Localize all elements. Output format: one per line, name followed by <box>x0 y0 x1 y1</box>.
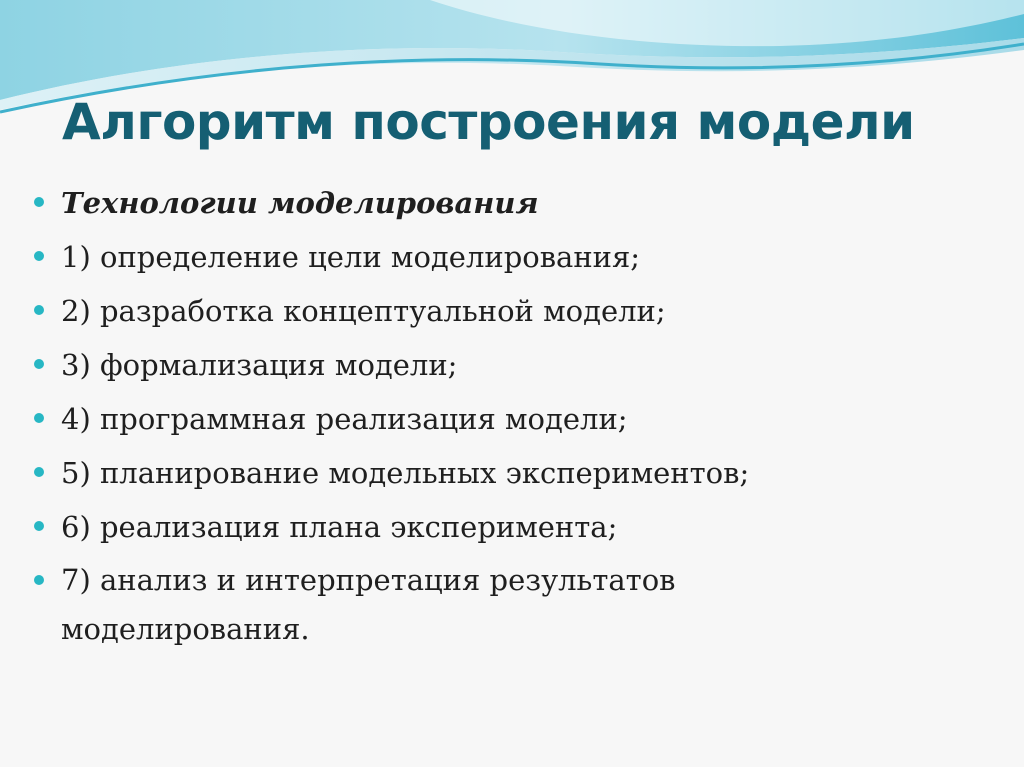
list-item-text: 7) анализ и интерпретация результатов моделирования. <box>61 563 676 646</box>
bullet-icon <box>34 521 44 531</box>
bullet-list <box>34 178 994 654</box>
list-item-text: 1) определение цели моделирования; <box>61 240 641 274</box>
bullet-icon <box>34 575 44 585</box>
slide-title: Алгоритм построения модели <box>62 93 915 151</box>
list-item-text: 5) планирование модельных экспериментов; <box>61 456 750 490</box>
list-item <box>34 286 994 340</box>
bullet-icon <box>34 197 44 207</box>
list-item-text: 2) разработка концептуальной модели; <box>61 294 666 328</box>
list-item <box>34 178 994 232</box>
bullet-icon <box>34 305 44 315</box>
list-item-text: 6) реализация плана эксперимента; <box>61 510 618 544</box>
list-item <box>34 394 994 448</box>
list-item <box>34 556 761 654</box>
list-item-text: 4) программная реализация модели; <box>61 402 628 436</box>
bullet-icon <box>34 359 44 369</box>
list-item <box>34 502 994 556</box>
list-item <box>34 448 994 502</box>
bullet-icon <box>34 413 44 423</box>
list-item <box>34 232 994 286</box>
list-item <box>34 340 994 394</box>
bullet-icon <box>34 251 44 261</box>
list-item-text: Технологии моделирования <box>61 186 539 220</box>
list-item-text: 3) формализация модели; <box>61 348 458 382</box>
bullet-icon <box>34 467 44 477</box>
